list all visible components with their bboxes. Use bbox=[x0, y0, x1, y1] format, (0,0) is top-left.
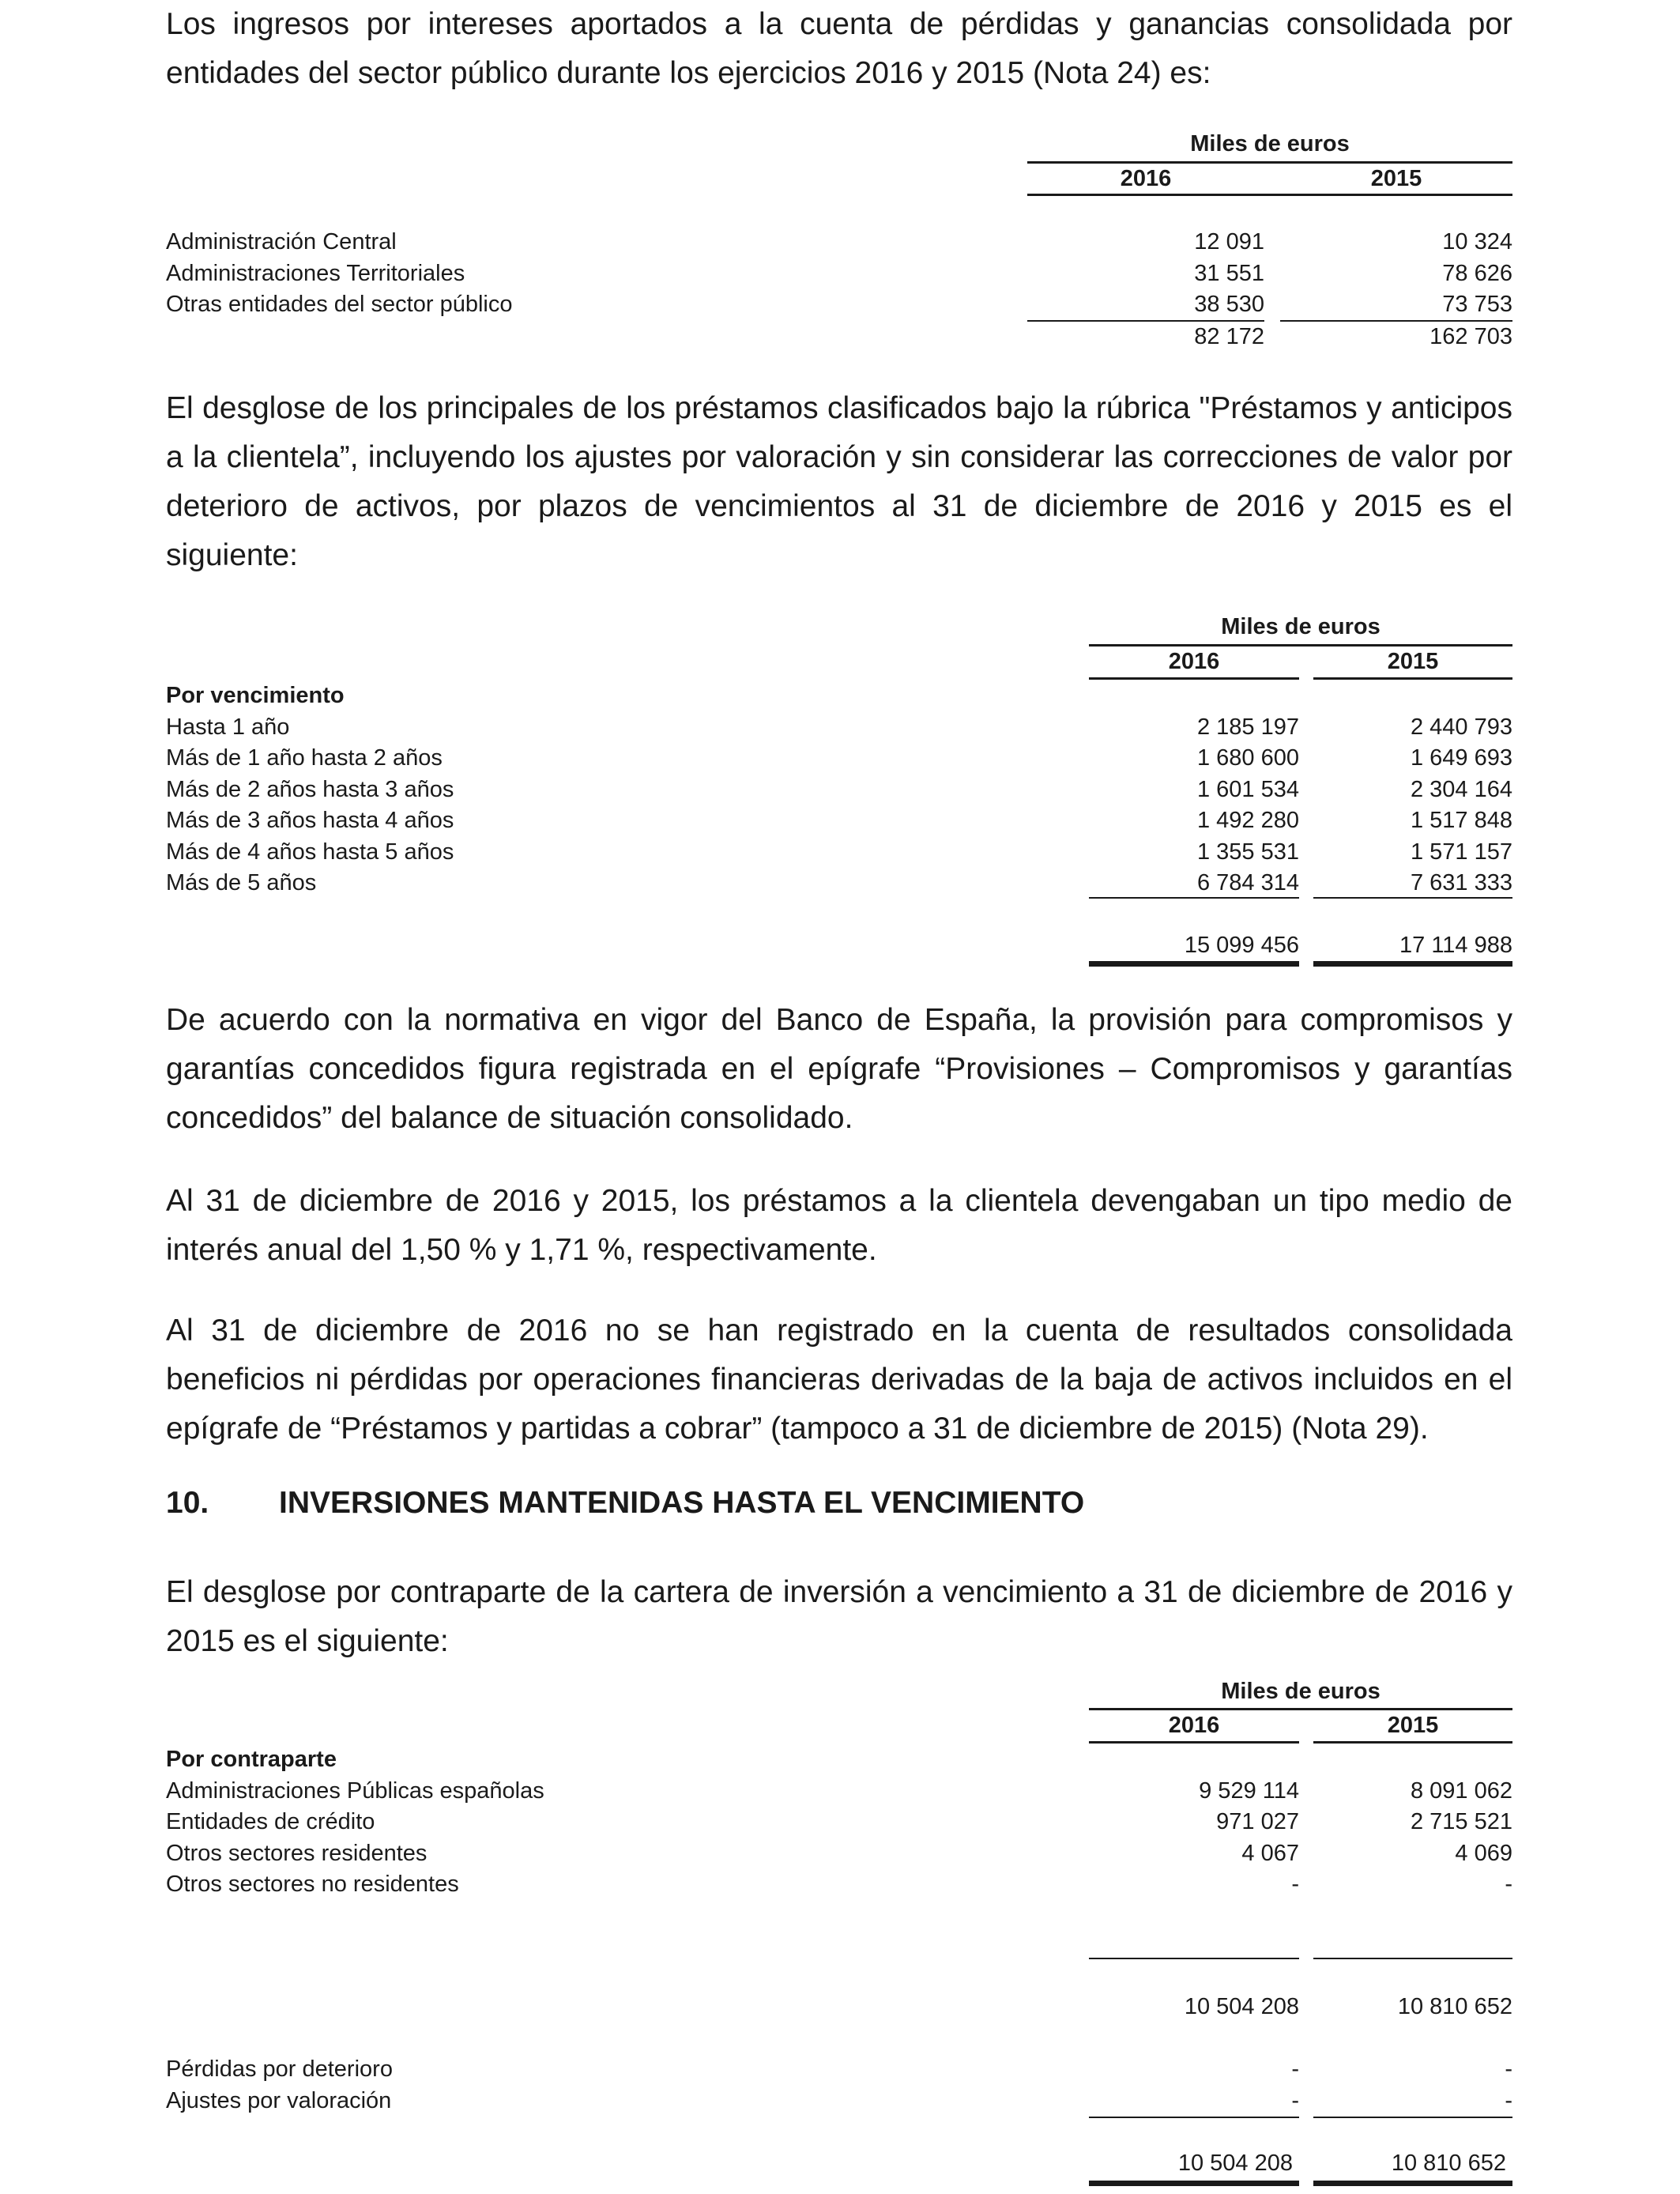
table3-adj-rule-2015 bbox=[1313, 2117, 1512, 2118]
table3-header-rule-2015 bbox=[1313, 1741, 1512, 1744]
value-2015: 73 753 bbox=[1442, 292, 1512, 317]
total-row bbox=[166, 2148, 1512, 2180]
group-row bbox=[166, 1744, 1512, 1776]
table-row bbox=[166, 1838, 1512, 1870]
table-row bbox=[166, 1869, 1512, 1901]
value-2015: 2 715 521 bbox=[1410, 1809, 1512, 1834]
value-2015: 2 440 793 bbox=[1410, 714, 1512, 740]
value-2016: 9 529 114 bbox=[1199, 1777, 1299, 1804]
value-2016: - bbox=[1291, 2056, 1299, 2082]
value-2016: 6 784 314 bbox=[1196, 870, 1299, 895]
table3-total-rule-2016 bbox=[1089, 2181, 1299, 2186]
row-label: Más de 4 años hasta 5 años bbox=[166, 839, 454, 865]
row-label: Pérdidas por deterioro bbox=[166, 2056, 393, 2082]
value-2016: - bbox=[1291, 2087, 1299, 2113]
value-2015: 1 649 693 bbox=[1410, 745, 1512, 771]
row-label: Otros sectores no residentes bbox=[166, 1872, 459, 1897]
value-2015: 8 091 062 bbox=[1410, 1777, 1512, 1804]
table3-sum-rule-2016 bbox=[1089, 1958, 1299, 1959]
subtotal-row bbox=[166, 1992, 1512, 2023]
value-2015: 1 571 157 bbox=[1410, 839, 1512, 865]
table2-col-2016: 2016 bbox=[1168, 649, 1220, 674]
value-2015: 2 304 164 bbox=[1410, 776, 1512, 802]
section-title: INVERSIONES MANTENIDAS HASTA EL VENCIMIENTO bbox=[279, 1486, 1085, 1520]
value-2016: 4 067 bbox=[1241, 1840, 1299, 1866]
value-2016: 1 601 534 bbox=[1196, 776, 1299, 802]
total-row bbox=[166, 930, 1512, 962]
row-label: Otros sectores residentes bbox=[166, 1840, 428, 1866]
table2-header-rule-2016 bbox=[1089, 677, 1299, 680]
table-row bbox=[166, 227, 1512, 258]
row-label: Más de 2 años hasta 3 años bbox=[166, 776, 454, 802]
table2-unit-header: Miles de euros bbox=[1221, 614, 1381, 639]
value-2016: 971 027 bbox=[1216, 1809, 1299, 1834]
loan-breakdown-paragraph: El desglose de los principales de los préstamos clasificados bajo la rúbrica "Préstamos y anticipos a la clientela”, incluyendo los ajustes por valoración y sin considerar las correcciones de valor por deterioro de activos, por plazos de vencimientos al 31 de diciembre de 2016 y 2015 es el siguiente: bbox=[166, 391, 1512, 572]
table-row bbox=[166, 2086, 1512, 2117]
row-label: Más de 5 años bbox=[166, 870, 317, 895]
table2-col-2015: 2015 bbox=[1387, 649, 1439, 674]
table-row bbox=[166, 743, 1512, 775]
row-label: Ajustes por valoración bbox=[166, 2087, 392, 2113]
table3-unit-header: Miles de euros bbox=[1221, 1679, 1381, 1704]
row-label: Entidades de crédito bbox=[166, 1809, 375, 1834]
group-label: Por contraparte bbox=[166, 1747, 337, 1772]
total-row bbox=[166, 322, 1512, 353]
total-2016: 15 099 456 bbox=[1184, 933, 1299, 958]
group-row bbox=[166, 680, 1512, 712]
value-2016: 1 492 280 bbox=[1196, 808, 1299, 833]
row-label: Más de 1 año hasta 2 años bbox=[166, 745, 443, 771]
table2-header-rule-2015 bbox=[1313, 677, 1512, 680]
table3-header-rule-2016 bbox=[1089, 1741, 1299, 1744]
row-label: Más de 3 años hasta 4 años bbox=[166, 808, 454, 833]
table2-total-rule-2016 bbox=[1089, 961, 1299, 967]
total-2015: 162 703 bbox=[1430, 324, 1512, 349]
table3-col-2016: 2016 bbox=[1168, 1713, 1220, 1738]
value-2016: 12 091 bbox=[1194, 229, 1264, 254]
table-row bbox=[166, 289, 1512, 321]
table1-header-rule bbox=[1027, 194, 1512, 196]
value-2016: - bbox=[1291, 1872, 1299, 1897]
table3-col-2015: 2015 bbox=[1387, 1713, 1439, 1738]
interest-rate-paragraph: Al 31 de diciembre de 2016 y 2015, los préstamos a la clientela devengaban un tipo medio de interés anual del 1,50 % y 1,71 %, respectivamente. bbox=[166, 1184, 1512, 1267]
value-2015: 4 069 bbox=[1455, 1840, 1512, 1866]
table3-adj-rule-2016 bbox=[1089, 2117, 1299, 2118]
row-label: Administraciones Públicas españolas bbox=[166, 1777, 544, 1804]
table-row bbox=[166, 805, 1512, 837]
table1-col-2016: 2016 bbox=[1120, 166, 1172, 191]
total-2015: 10 810 652 bbox=[1391, 2151, 1506, 2176]
table3-sum-rule-2015 bbox=[1313, 1958, 1512, 1959]
value-2016: 38 530 bbox=[1194, 292, 1264, 317]
subtotal-2015: 10 810 652 bbox=[1397, 1994, 1512, 2019]
derecognition-paragraph: Al 31 de diciembre de 2016 no se han registrado en la cuenta de resultados consolidada beneficios ni pérdidas por operaciones financieras derivadas de la baja de activos incluidos en el epígrafe de “Préstamos y partidas a cobrar” (tampoco a 31 de diciembre de 2015) (Nota 29). bbox=[166, 1314, 1512, 1446]
provision-paragraph: De acuerdo con la normativa en vigor del Banco de España, la provisión para compromisos y garantías concedidos figura registrada en el epígrafe “Provisiones – Compromisos y garantías concedidos” del balance de situación consolidado. bbox=[166, 1003, 1512, 1135]
value-2015: 10 324 bbox=[1442, 229, 1512, 254]
row-label: Otras entidades del sector público bbox=[166, 292, 513, 317]
value-2015: 78 626 bbox=[1442, 260, 1512, 286]
intro-paragraph: Los ingresos por intereses aportados a la cuenta de pérdidas y ganancias consolidada por entidades del sector público durante los ejercicios 2016 y 2015 (Nota 24) es: bbox=[166, 7, 1512, 90]
table2-sum-rule-2016 bbox=[1089, 897, 1299, 899]
total-2016: 10 504 208 bbox=[1177, 2151, 1293, 2176]
value-2015: 1 517 848 bbox=[1410, 808, 1512, 833]
value-2015: - bbox=[1505, 2056, 1512, 2082]
table2-sum-rule-2015 bbox=[1313, 897, 1512, 899]
value-2016: 1 355 531 bbox=[1196, 839, 1299, 865]
table-row bbox=[166, 2054, 1512, 2086]
table1-col-2015: 2015 bbox=[1370, 166, 1422, 191]
table1-unit-header: Miles de euros bbox=[1190, 131, 1350, 156]
table-row bbox=[166, 258, 1512, 290]
total-2015: 17 114 988 bbox=[1399, 933, 1512, 958]
table-row bbox=[166, 712, 1512, 744]
group-label: Por vencimiento bbox=[166, 683, 345, 708]
total-2016: 82 172 bbox=[1194, 324, 1264, 349]
counterparty-paragraph: El desglose por contraparte de la cartera de inversión a vencimiento a 31 de diciembre de 2016 y 2015 es el siguiente: bbox=[166, 1575, 1512, 1658]
table-row bbox=[166, 868, 1512, 899]
table3-total-rule-2015 bbox=[1313, 2181, 1512, 2186]
value-2016: 2 185 197 bbox=[1196, 714, 1299, 740]
table2-total-rule-2015 bbox=[1313, 961, 1512, 967]
row-label: Administración Central bbox=[166, 229, 397, 254]
value-2016: 1 680 600 bbox=[1196, 745, 1299, 771]
table-row bbox=[166, 1776, 1512, 1808]
row-label: Administraciones Territoriales bbox=[166, 260, 465, 286]
value-2015: 7 631 333 bbox=[1410, 870, 1512, 895]
value-2015: - bbox=[1505, 2087, 1512, 2113]
section-number: 10. bbox=[166, 1486, 209, 1520]
row-label: Hasta 1 año bbox=[166, 714, 290, 740]
value-2015: - bbox=[1505, 1872, 1512, 1897]
subtotal-2016: 10 504 208 bbox=[1184, 1994, 1299, 2019]
table-row bbox=[166, 775, 1512, 806]
table-row bbox=[166, 837, 1512, 869]
value-2016: 31 551 bbox=[1194, 260, 1264, 286]
table-row bbox=[166, 1807, 1512, 1838]
